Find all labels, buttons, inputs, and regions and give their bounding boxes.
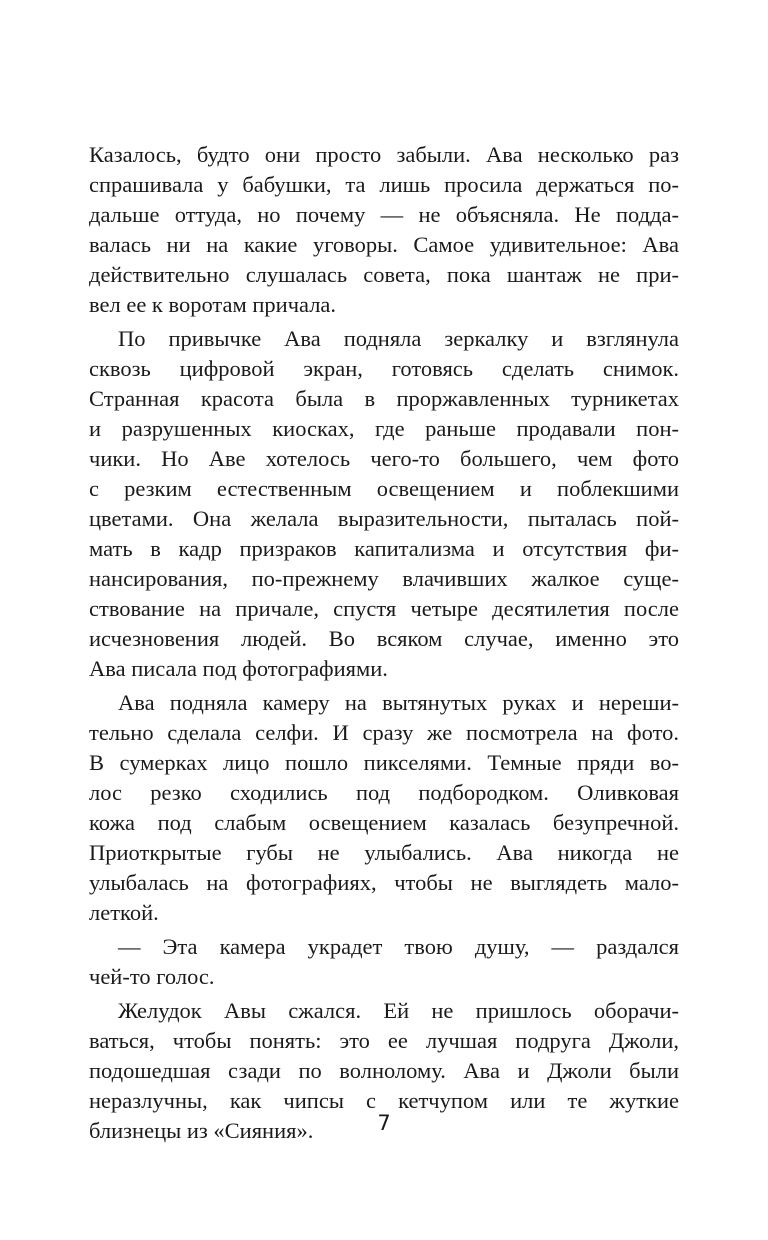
text-line: вел ее к воротам причала. [89, 292, 337, 317]
text-line: Приоткрытые губы не улыбались. Ава никогда не [89, 840, 679, 865]
text-line: с резким естественным освещением и поблекшими [89, 476, 679, 501]
text-line: спрашивала у бабушки, та лишь просила держаться по- [89, 172, 679, 197]
text-line: тельно сделала селфи. И сразу же посмотрела на фото. [89, 720, 679, 745]
text-line: чей-то голос. [89, 964, 215, 989]
text-line: лос резко сходились под подбородком. Оливковая [89, 780, 679, 805]
page-body [89, 140, 679, 1150]
text-line: кожа под слабым освещением казалась безупречной. [89, 810, 679, 835]
text-line: близнецы из «Сияния». [89, 1118, 314, 1143]
text-line: дальше оттуда, но почему — не объясняла. Не подда- [89, 202, 679, 227]
text-line: Казалось, будто они просто забыли. Ава несколько раз [89, 142, 679, 167]
text-line: цветами. Она желала выразительности, пыталась пой- [89, 506, 679, 531]
text-line: ваться, чтобы понять: это ее лучшая подруга Джоли, [89, 1028, 679, 1053]
text-line: ствование на причале, спустя четыре десятилетия после [89, 596, 679, 621]
text-line: леткой. [89, 900, 159, 925]
text-line: По привычке Ава подняла зеркалку и взглянула [118, 326, 679, 351]
paragraph [89, 140, 679, 320]
text-line: подошедшая сзади по волнолому. Ава и Джоли были [89, 1058, 679, 1083]
text-line: чики. Но Аве хотелось чего-то большего, чем фото [89, 446, 679, 471]
text-line: исчезновения людей. Во всяком случае, именно это [89, 626, 679, 651]
text-line: сквозь цифровой экран, готовясь сделать снимок. [89, 356, 679, 381]
text-line: — Эта камера украдет твою душу, — раздался [118, 934, 679, 959]
text-line: неразлучны, как чипсы с кетчупом или те жуткие [89, 1088, 679, 1113]
text-line: мать в кадр призраков капитализма и отсутствия фи- [89, 536, 679, 561]
text-line: нансирования, по-прежнему влачивших жалкое суще- [89, 566, 679, 591]
text-line: Странная красота была в проржавленных турникетах [89, 386, 679, 411]
text-line: и разрушенных киосках, где раньше продавали пон- [89, 416, 679, 441]
paragraph [89, 324, 679, 684]
text-line: Ава подняла камеру на вытянутых руках и нереши- [118, 690, 679, 715]
paragraph [89, 932, 679, 992]
text-line: валась ни на какие уговоры. Самое удивительное: Ава [89, 232, 679, 257]
text-line: В сумерках лицо пошло пикселями. Темные пряди во- [89, 750, 679, 775]
text-line: улыбалась на фотографиях, чтобы не выглядеть мало- [89, 870, 679, 895]
paragraph [89, 688, 679, 928]
text-line: Желудок Авы сжался. Ей не пришлось оборачи- [118, 998, 679, 1023]
page-number: 7 [377, 1111, 391, 1135]
text-line: Ава писала под фотографиями. [89, 656, 388, 681]
text-line: действительно слушалась совета, пока шантаж не при- [89, 262, 679, 287]
